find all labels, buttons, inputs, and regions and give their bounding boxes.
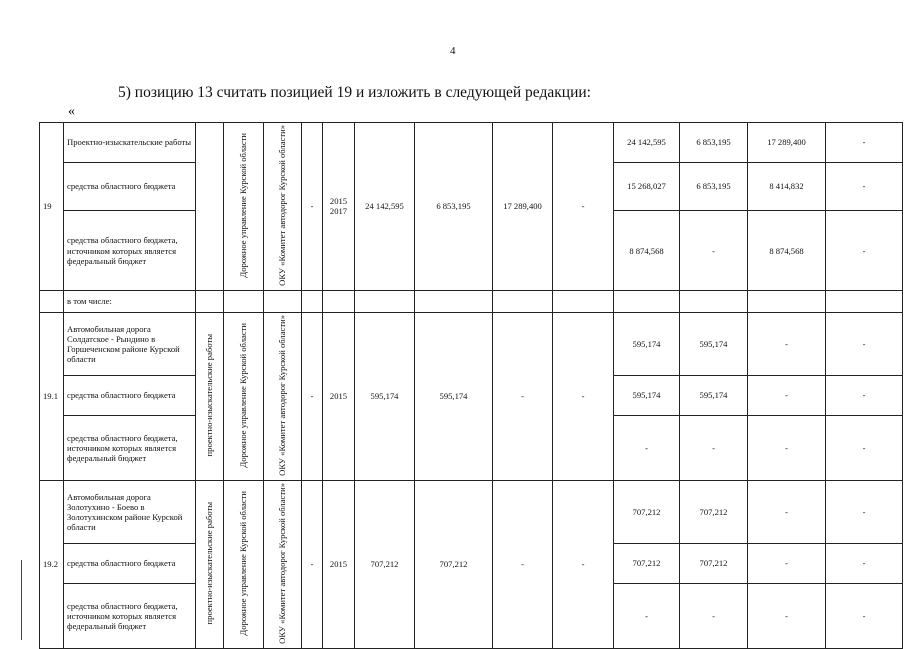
row-title: средства областного бюджета [64, 543, 196, 583]
year-b-cell: - [493, 480, 553, 648]
table-row [40, 480, 903, 543]
value-cell: - [748, 480, 826, 543]
value-cell: 595,174 [614, 375, 680, 415]
value-cell: - [680, 583, 748, 648]
year-b-cell: 17 289,400 [493, 123, 553, 291]
year-c-cell: - [553, 480, 614, 648]
period-cell: 2015 2017 [323, 123, 355, 291]
value-cell: 17 289,400 [748, 123, 826, 163]
row-title: средства областного бюджета [64, 162, 196, 210]
row-title: средства областного бюджета, источником которых является федеральный бюджет [64, 211, 196, 291]
value-cell: - [826, 162, 903, 210]
value-cell: - [680, 415, 748, 480]
developer-cell: ОКУ «Комитет автодорог Курской области» [264, 312, 302, 480]
year-c-cell: - [553, 123, 614, 291]
row-title: Проектно-изыскательские работы [64, 123, 196, 163]
total-cost-cell: 24 142,595 [355, 123, 415, 291]
row-title: Автомобильная дорога Солдатское - Рындино в Горшеченском районе Курской области [64, 312, 196, 375]
dash-cell: - [302, 312, 323, 480]
value-cell: - [748, 415, 826, 480]
table-row [40, 290, 903, 312]
value-cell: - [614, 415, 680, 480]
year-a-cell: 595,174 [415, 312, 493, 480]
value-cell: - [614, 583, 680, 648]
amendment-heading: 5) позицию 13 считать позицией 19 и изложить в следующей редакции: [118, 84, 591, 101]
customer-cell: Дорожное управление Курской области [224, 123, 264, 291]
value-cell: 24 142,595 [614, 123, 680, 163]
value-cell: - [826, 543, 903, 583]
dash-cell: - [302, 480, 323, 648]
value-cell: - [826, 123, 903, 163]
position-number: 19 [40, 123, 64, 291]
table-row [40, 312, 903, 375]
opening-quote: « [68, 104, 75, 119]
value-cell: 595,174 [680, 375, 748, 415]
total-cost-cell: 595,174 [355, 312, 415, 480]
row-title: средства областного бюджета, источником которых является федеральный бюджет [64, 415, 196, 480]
row-title: средства областного бюджета, источником которых является федеральный бюджет [64, 583, 196, 648]
value-cell: - [826, 415, 903, 480]
customer-cell: Дорожное управление Курской области [224, 312, 264, 480]
value-cell: - [826, 480, 903, 543]
total-cost-cell: 707,212 [355, 480, 415, 648]
value-cell: 15 268,027 [614, 162, 680, 210]
work-type-cell [196, 123, 224, 291]
value-cell: - [826, 312, 903, 375]
position-number: 19.2 [40, 480, 64, 648]
period-cell: 2015 [323, 312, 355, 480]
including-label: в том числе: [64, 290, 196, 312]
value-cell: 6 853,195 [680, 162, 748, 210]
work-type-cell: проектно-изыскательские работы [196, 480, 224, 648]
row-title: средства областного бюджета [64, 375, 196, 415]
position-number: 19.1 [40, 312, 64, 480]
year-b-cell: - [493, 312, 553, 480]
value-cell: 8 414,832 [748, 162, 826, 210]
value-cell: - [748, 583, 826, 648]
year-a-cell: 6 853,195 [415, 123, 493, 291]
developer-cell: ОКУ «Комитет автодорог Курской области» [264, 123, 302, 291]
value-cell: 6 853,195 [680, 123, 748, 163]
year-a-cell: 707,212 [415, 480, 493, 648]
value-cell: - [748, 543, 826, 583]
value-cell: 707,212 [680, 480, 748, 543]
row-title: Автомобильная дорога Золотухино - Боево в Золотухинском районе Курской области [64, 480, 196, 543]
year-c-cell: - [553, 312, 614, 480]
value-cell: 707,212 [680, 543, 748, 583]
value-cell: - [748, 375, 826, 415]
developer-cell: ОКУ «Комитет автодорог Курской области» [264, 480, 302, 648]
dash-cell: - [302, 123, 323, 291]
customer-cell: Дорожное управление Курской области [224, 480, 264, 648]
value-cell: 595,174 [614, 312, 680, 375]
value-cell: 8 874,568 [614, 211, 680, 291]
page-number: 4 [450, 45, 456, 57]
value-cell: - [826, 211, 903, 291]
value-cell: - [826, 375, 903, 415]
value-cell: 8 874,568 [748, 211, 826, 291]
value-cell: - [748, 312, 826, 375]
period-cell: 2015 [323, 480, 355, 648]
value-cell: 707,212 [614, 480, 680, 543]
scan-edge-line [21, 560, 22, 640]
work-type-cell: проектно-изыскательские работы [196, 312, 224, 480]
value-cell: 707,212 [614, 543, 680, 583]
value-cell: - [826, 583, 903, 648]
value-cell: 595,174 [680, 312, 748, 375]
table-row [40, 123, 903, 163]
program-table [39, 122, 903, 649]
value-cell: - [680, 211, 748, 291]
